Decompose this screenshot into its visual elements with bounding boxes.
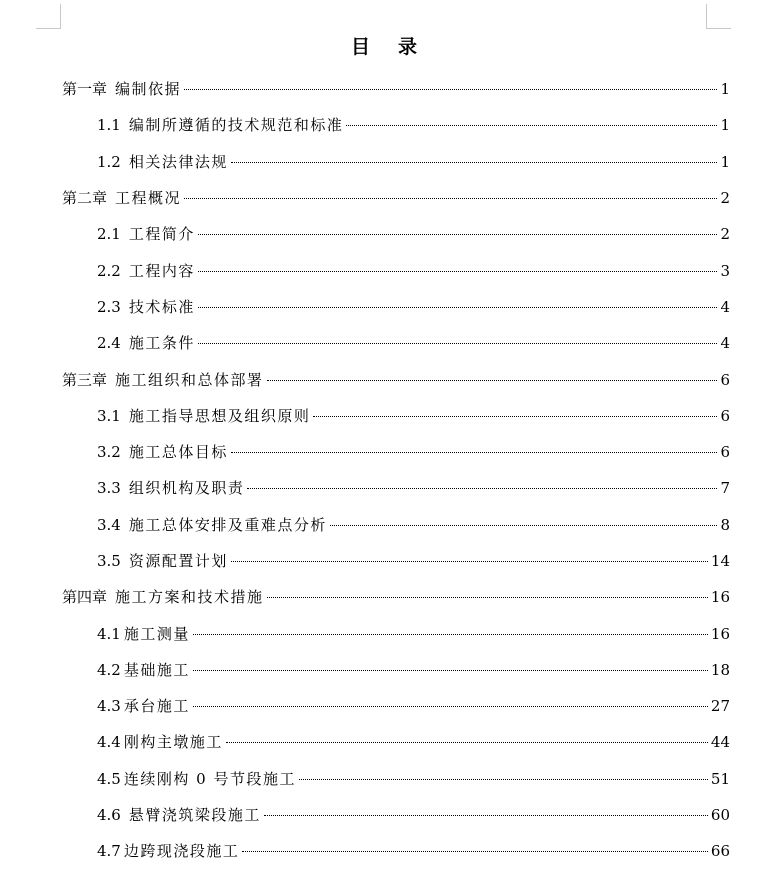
- toc-entry-label: 资源配置计划: [128, 552, 228, 570]
- toc-entry-line: [62, 188, 770, 208]
- toc-title: [0, 33, 770, 61]
- toc-page-number: 3: [720, 261, 730, 280]
- toc-entry-label: 施工总体目标: [128, 443, 228, 462]
- toc-section-entry[interactable]: [0, 107, 770, 143]
- toc-page-number: 1: [720, 152, 730, 171]
- toc-entry-number: 3.1: [97, 406, 121, 425]
- toc-entry-number: 4.6: [97, 806, 121, 825]
- toc-dot-leader: [330, 525, 718, 526]
- toc-entry-line: [62, 587, 770, 607]
- toc-entry-line: [97, 224, 770, 244]
- toc-page-number: 14: [710, 552, 730, 570]
- toc-section-entry[interactable]: [0, 833, 770, 869]
- toc-page-number: 1: [720, 116, 730, 135]
- toc-entry-line: [97, 115, 770, 135]
- toc-dot-leader: [193, 670, 708, 671]
- toc-dot-leader: [267, 380, 718, 381]
- toc-entry-line: [97, 769, 770, 789]
- toc-page-number: 66: [710, 842, 730, 861]
- toc-page-number: 7: [720, 479, 730, 498]
- toc-section-entry[interactable]: [0, 252, 770, 288]
- crop-mark-top-left: [36, 4, 61, 29]
- toc-section-entry[interactable]: [0, 325, 770, 361]
- toc-entry-line: [97, 805, 770, 825]
- toc-dot-leader: [231, 162, 718, 163]
- toc-entry-line: [97, 261, 770, 281]
- toc-entry-number: 4.4: [97, 733, 121, 752]
- crop-mark-top-right: [706, 4, 731, 29]
- toc-section-entry[interactable]: [0, 688, 770, 724]
- toc-entry-line: [97, 551, 770, 571]
- toc-section-entry[interactable]: [0, 398, 770, 434]
- toc-page-number: 27: [710, 697, 730, 716]
- toc-entry-number: 第二章: [62, 189, 108, 208]
- toc-dot-leader: [231, 561, 708, 562]
- toc-entry-line: [97, 696, 770, 716]
- toc-list: [0, 71, 770, 870]
- toc-entry-label: 施工条件: [128, 334, 195, 353]
- toc-entry-number: 1.2: [97, 152, 121, 171]
- toc-entry-label: 施工指导思想及组织原则: [128, 406, 311, 425]
- toc-entry-line: [97, 406, 770, 426]
- toc-entry-label: 施工总体安排及重难点分析: [128, 515, 327, 534]
- toc-entry-number: 2.2: [97, 261, 121, 280]
- toc-entry-number: 4.2: [97, 660, 121, 679]
- toc-entry-label: 工程内容: [128, 261, 195, 280]
- toc-entry-line: [62, 370, 770, 390]
- toc-title-char-1: 目: [350, 36, 372, 58]
- toc-entry-line: [97, 333, 770, 353]
- toc-page-number: 16: [710, 588, 730, 607]
- toc-section-entry[interactable]: [0, 761, 770, 797]
- toc-entry-number: 4.7: [97, 842, 121, 861]
- toc-entry-line: [97, 297, 770, 317]
- toc-entry-label: 编制所遵循的技术规范和标准: [128, 116, 344, 135]
- toc-entry-number: 第一章: [62, 80, 108, 99]
- toc-entry-label: 相关法律法规: [128, 152, 228, 171]
- toc-dot-leader: [198, 307, 718, 308]
- toc-page-number: 51: [710, 769, 730, 788]
- toc-page-number: 8: [720, 515, 730, 534]
- toc-dot-leader: [264, 815, 708, 816]
- toc-page-number: 44: [710, 733, 730, 752]
- toc-entry-number: 第四章: [62, 588, 108, 607]
- toc-dot-leader: [242, 851, 708, 852]
- toc-entry-number: 4.1: [97, 624, 121, 643]
- toc-entry-number: 2.3: [97, 297, 121, 316]
- toc-entry-line: [97, 732, 770, 752]
- toc-dot-leader: [267, 597, 708, 598]
- toc-entry-label: 施工方案和技术措施: [115, 588, 264, 607]
- toc-entry-line: [97, 624, 770, 644]
- toc-chapter-entry[interactable]: [0, 361, 770, 397]
- toc-entry-label: 工程简介: [128, 225, 195, 244]
- toc-chapter-entry[interactable]: [0, 180, 770, 216]
- toc-entry-number: 第三章: [62, 370, 108, 389]
- toc-section-entry[interactable]: [0, 434, 770, 470]
- toc-page-number: 60: [710, 806, 730, 825]
- toc-entry-number: 4.3: [97, 697, 121, 716]
- toc-entry-label: 刚构主墩施工: [123, 733, 223, 752]
- toc-page-number: 4: [720, 297, 730, 316]
- toc-entry-label: 悬臂浇筑梁段施工: [128, 806, 261, 825]
- toc-page-number: 4: [720, 334, 730, 353]
- toc-dot-leader: [231, 452, 718, 453]
- toc-entry-line: [97, 841, 770, 861]
- toc-entry-line: [62, 79, 770, 99]
- toc-dot-leader: [346, 125, 717, 126]
- toc-entry-number: 3.2: [97, 443, 121, 462]
- toc-dot-leader: [198, 234, 718, 235]
- toc-section-entry[interactable]: [0, 144, 770, 180]
- toc-entry-number: 1.1: [97, 116, 121, 135]
- toc-entry-line: [97, 478, 770, 498]
- toc-chapter-entry[interactable]: [0, 579, 770, 615]
- toc-entry-label: 组织机构及职责: [128, 479, 245, 498]
- toc-entry-line: [97, 515, 770, 535]
- toc-section-entry[interactable]: [0, 652, 770, 688]
- toc-page-number: 2: [720, 225, 730, 244]
- toc-section-entry[interactable]: [0, 615, 770, 651]
- toc-page-number: 18: [710, 660, 730, 679]
- toc-entry-number: 3.3: [97, 479, 121, 498]
- toc-dot-leader: [198, 343, 718, 344]
- toc-entry-label: 编制依据: [115, 80, 182, 99]
- toc-entry-number: 4.5: [97, 769, 121, 788]
- toc-title-char-2: 录: [398, 36, 420, 58]
- toc-entry-number: 2.4: [97, 334, 121, 353]
- toc-page-number: 6: [720, 406, 730, 425]
- toc-page-number: 6: [720, 443, 730, 462]
- toc-dot-leader: [247, 488, 717, 489]
- toc-section-entry[interactable]: [0, 797, 770, 833]
- toc-chapter-entry[interactable]: [0, 71, 770, 107]
- toc-dot-leader: [184, 198, 717, 199]
- toc-section-entry[interactable]: [0, 216, 770, 252]
- toc-dot-leader: [299, 779, 708, 780]
- toc-dot-leader: [193, 706, 708, 707]
- toc-entry-number: 3.4: [97, 515, 121, 534]
- toc-dot-leader: [313, 416, 717, 417]
- toc-entry-label: 边跨现浇段施工: [123, 842, 240, 861]
- toc-section-entry[interactable]: [0, 470, 770, 506]
- toc-dot-leader: [184, 89, 717, 90]
- toc-entry-label: 技术标准: [128, 297, 195, 316]
- toc-entry-label: 工程概况: [115, 189, 182, 208]
- toc-entry-number: 3.5: [97, 552, 121, 570]
- toc-page-number: 16: [710, 624, 730, 643]
- toc-entry-label: 连续刚构 0 号节段施工: [123, 769, 296, 788]
- toc-section-entry[interactable]: [0, 289, 770, 325]
- toc-page-number: 2: [720, 189, 730, 208]
- toc-section-entry[interactable]: [0, 543, 770, 579]
- toc-entry-label: 承台施工: [123, 697, 190, 716]
- toc-dot-leader: [198, 271, 718, 272]
- toc-section-entry[interactable]: [0, 724, 770, 760]
- toc-entry-line: [97, 152, 770, 172]
- toc-dot-leader: [193, 634, 708, 635]
- toc-entry-label: 基础施工: [123, 660, 190, 679]
- toc-page-number: 6: [720, 370, 730, 389]
- toc-entry-line: [97, 660, 770, 680]
- toc-dot-leader: [226, 742, 708, 743]
- toc-entry-label: 施工组织和总体部署: [115, 370, 264, 389]
- toc-page-number: 1: [720, 80, 730, 99]
- toc-section-entry[interactable]: [0, 507, 770, 543]
- toc-entry-label: 施工测量: [123, 624, 190, 643]
- toc-entry-number: 2.1: [97, 225, 121, 244]
- toc-entry-line: [97, 442, 770, 462]
